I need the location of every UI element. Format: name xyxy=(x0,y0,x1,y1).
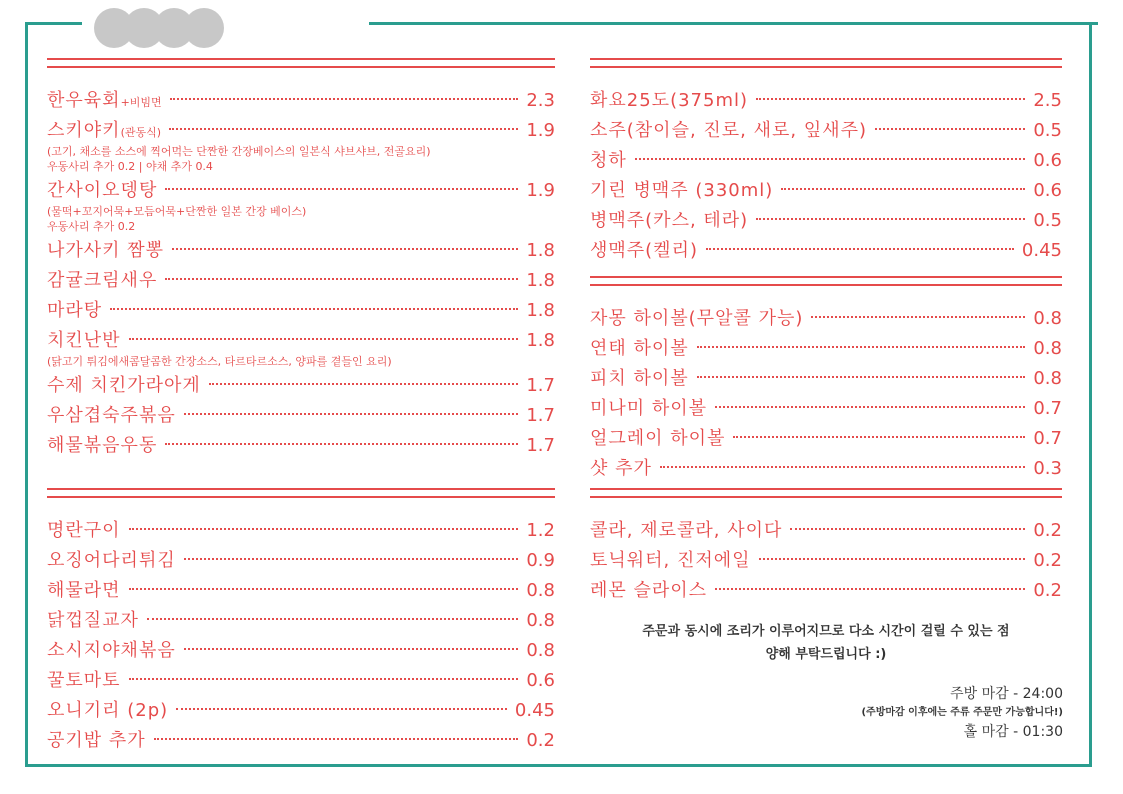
menu-item-name xyxy=(47,696,168,726)
logo-circles xyxy=(94,8,214,48)
menu-item-name xyxy=(590,236,698,266)
leader-dots xyxy=(147,618,518,620)
menu-item-name-text: 수제 치킨가라아게 xyxy=(47,375,201,396)
menu-item-name-text: 콜라, 제로콜라, 사이다 xyxy=(590,520,783,541)
menu-item-price: 0.45 xyxy=(514,700,555,721)
menu-item xyxy=(47,86,555,116)
menu-item-name xyxy=(590,86,748,116)
menu-item xyxy=(47,116,555,146)
menu-item xyxy=(590,516,1062,546)
menu-item-name xyxy=(47,86,162,118)
leader-dots xyxy=(756,218,1025,220)
kitchen-close-note: (주방마감 이후에는 주류 주문만 가능합니다!) xyxy=(861,707,1063,718)
leader-dots xyxy=(129,528,519,530)
menu-item-name-text: 해물볶음우동 xyxy=(47,435,158,456)
leader-dots xyxy=(165,443,518,445)
menu-item-price: 1.9 xyxy=(526,180,555,201)
menu-item-name xyxy=(590,364,689,394)
closing-hours xyxy=(861,682,1063,744)
leader-dots xyxy=(154,738,519,740)
section-divider xyxy=(590,488,1062,498)
menu-item xyxy=(590,454,1062,484)
menu-item-name xyxy=(590,394,707,424)
menu-item xyxy=(47,576,555,606)
leader-dots xyxy=(733,436,1025,438)
menu-item-name xyxy=(47,371,201,401)
menu-item xyxy=(47,546,555,576)
menu-item-name xyxy=(47,266,157,296)
menu-item-name-text: 얼그레이 하이볼 xyxy=(590,428,726,449)
menu-item-price: 0.5 xyxy=(1033,120,1062,141)
leader-dots xyxy=(875,128,1025,130)
notice-line-2: 양해 부탁드립니다 :) xyxy=(765,647,887,662)
leader-dots xyxy=(759,558,1026,560)
menu-item-name xyxy=(47,606,139,636)
menu-item-name xyxy=(47,546,176,576)
menu-item xyxy=(590,86,1062,116)
menu-item xyxy=(47,606,555,636)
menu-item-name xyxy=(47,296,102,326)
menu-item-price: 0.45 xyxy=(1021,240,1062,261)
menu-item xyxy=(47,266,555,296)
menu-item-price: 0.2 xyxy=(526,730,555,751)
leader-dots xyxy=(811,316,1025,318)
menu-item-name-text: 화요25도(375ml) xyxy=(590,90,749,111)
menu-item-name-text: 한우육회 xyxy=(47,90,121,111)
menu-item-price: 0.8 xyxy=(526,640,555,661)
leader-dots xyxy=(697,346,1026,348)
menu-item-name xyxy=(47,401,176,431)
menu-item-subtitle: +비빔면 xyxy=(120,96,162,109)
menu-item-price: 1.9 xyxy=(526,120,555,141)
menu-item-price: 0.2 xyxy=(1033,580,1062,601)
menu-item xyxy=(590,394,1062,424)
menu-item-note: (고기, 채소를 소스에 찍어먹는 단짠한 간장베이스의 일본식 샤브샤브, 전골요리) xyxy=(47,145,431,158)
leader-dots xyxy=(172,248,518,250)
menu-item-price: 1.8 xyxy=(526,270,555,291)
menu-item-name-text: 토닉워터, 진저에일 xyxy=(590,550,751,571)
menu-item-price: 0.8 xyxy=(1033,308,1062,329)
menu-item xyxy=(47,431,555,461)
leader-dots xyxy=(165,188,518,190)
menu-item-price: 0.6 xyxy=(1033,150,1062,171)
leader-dots xyxy=(169,128,518,130)
menu-item-name-text: 병맥주(카스, 테라) xyxy=(590,210,749,231)
menu-section-food xyxy=(47,58,555,461)
menu-item-price: 0.6 xyxy=(1033,180,1062,201)
menu-item-price: 0.8 xyxy=(526,610,555,631)
menu-item xyxy=(590,334,1062,364)
menu-item-name xyxy=(590,176,773,206)
menu-item-name xyxy=(590,334,689,364)
leader-dots xyxy=(110,308,518,310)
leader-dots xyxy=(129,678,519,680)
menu-item xyxy=(590,176,1062,206)
menu-item-name-text: 생맥주(켈리) xyxy=(590,240,698,261)
menu-item-name-text: 마라탕 xyxy=(47,300,103,321)
leader-dots xyxy=(129,338,519,340)
menu-item xyxy=(590,546,1062,576)
menu-item-name-text: 스키야키 xyxy=(47,120,121,141)
menu-item-name xyxy=(590,546,751,576)
menu-item-name xyxy=(47,326,121,356)
menu-item-name xyxy=(47,516,121,546)
menu-item xyxy=(47,371,555,401)
menu-item xyxy=(47,176,555,206)
leader-dots xyxy=(184,558,519,560)
hall-close: 홀 마감 - 01:30 xyxy=(963,724,1063,740)
menu-item-name xyxy=(47,236,164,266)
menu-item-note: 우동사리 추가 0.2 | 야채 추가 0.4 xyxy=(47,160,213,173)
menu-item-name xyxy=(590,116,867,146)
menu-item xyxy=(590,576,1062,606)
menu-item-name-text: 소주(참이슬, 진로, 새로, 잎새주) xyxy=(590,120,868,141)
section-divider xyxy=(590,276,1062,286)
menu-item-price: 0.2 xyxy=(1033,550,1062,571)
menu-item-name-text: 기린 병맥주 (330ml) xyxy=(590,180,774,201)
menu-item xyxy=(47,636,555,666)
menu-item xyxy=(47,726,555,756)
menu-item-name-text: 명란구이 xyxy=(47,520,121,541)
menu-item-price: 1.8 xyxy=(526,330,555,351)
menu-item-price: 1.7 xyxy=(526,405,555,426)
menu-item-name-text: 레몬 슬라이스 xyxy=(590,580,708,601)
notice-line-1: 주문과 동시에 조리가 이루어지므로 다소 시간이 걸릴 수 있는 점 xyxy=(642,624,1010,639)
leader-dots xyxy=(635,158,1026,160)
menu-section-alcohol xyxy=(590,58,1062,266)
menu-item xyxy=(590,116,1062,146)
menu-item-price: 0.8 xyxy=(1033,338,1062,359)
menu-item-price: 0.2 xyxy=(1033,520,1062,541)
menu-item-price: 0.7 xyxy=(1033,398,1062,419)
leader-dots xyxy=(706,248,1014,250)
menu-item-name-text: 공기밥 추가 xyxy=(47,730,146,751)
menu-item-name-text: 미나미 하이볼 xyxy=(590,398,708,419)
menu-section-sides xyxy=(47,488,555,756)
menu-item xyxy=(47,401,555,431)
menu-item-note: (물떡+꼬지어묵+모듬어묵+단짠한 일본 간장 베이스) xyxy=(47,205,307,218)
menu-item xyxy=(47,296,555,326)
menu-item-note: (닭고기 튀김에새콤달콤한 간장소스, 타르타르소스, 양파를 곁들인 요리) xyxy=(47,355,392,368)
leader-dots xyxy=(756,98,1025,100)
leader-dots xyxy=(781,188,1025,190)
menu-item xyxy=(590,146,1062,176)
menu-item-name xyxy=(590,576,707,606)
menu-item-note: 우동사리 추가 0.2 xyxy=(47,220,136,233)
menu-item-subtitle: (관동식) xyxy=(120,126,162,139)
menu-item xyxy=(47,326,555,356)
menu-item xyxy=(47,666,555,696)
menu-item-name xyxy=(47,576,121,606)
menu-item-price: 0.7 xyxy=(1033,428,1062,449)
menu-item-name xyxy=(47,666,121,696)
menu-item-name-text: 오니기리 (2p) xyxy=(47,700,169,721)
menu-item-name xyxy=(590,206,748,236)
menu-item xyxy=(590,236,1062,266)
section-divider xyxy=(590,58,1062,68)
menu-item-price: 1.7 xyxy=(526,375,555,396)
menu-item-name-text: 오징어다리튀김 xyxy=(47,550,176,571)
menu-section-highball xyxy=(590,276,1062,484)
menu-item-name-text: 연태 하이볼 xyxy=(590,338,689,359)
menu-item-name xyxy=(590,146,627,176)
menu-section-softdrinks xyxy=(590,488,1062,606)
menu-item xyxy=(47,516,555,546)
menu-item-price: 0.9 xyxy=(526,550,555,571)
menu-item xyxy=(47,696,555,726)
menu-item-price: 2.5 xyxy=(1033,90,1062,111)
menu-item-price: 0.8 xyxy=(526,580,555,601)
menu-item-name xyxy=(47,176,157,206)
menu-item-name-text: 감귤크림새우 xyxy=(47,270,158,291)
menu-item-name xyxy=(590,304,803,334)
leader-dots xyxy=(660,466,1025,468)
menu-item-name xyxy=(590,424,725,454)
kitchen-close: 주방 마감 - 24:00 xyxy=(950,686,1063,702)
leader-dots xyxy=(697,376,1026,378)
menu-item-price: 0.3 xyxy=(1033,458,1062,479)
leader-dots xyxy=(129,588,519,590)
menu-item xyxy=(47,236,555,266)
menu-item-price: 1.8 xyxy=(526,240,555,261)
menu-item-price: 1.7 xyxy=(526,435,555,456)
section-divider xyxy=(47,58,555,68)
menu-item xyxy=(590,206,1062,236)
menu-item-name xyxy=(590,454,652,484)
menu-item-name xyxy=(47,636,176,666)
menu-item-name-text: 해물라면 xyxy=(47,580,121,601)
leader-dots xyxy=(184,413,519,415)
menu-item-price: 0.6 xyxy=(526,670,555,691)
order-notice xyxy=(590,620,1062,666)
menu-item xyxy=(590,364,1062,394)
leader-dots xyxy=(184,648,519,650)
leader-dots xyxy=(165,278,518,280)
leader-dots xyxy=(790,528,1025,530)
menu-item-name-text: 꿀토마토 xyxy=(47,670,121,691)
menu-item-name-text: 청하 xyxy=(590,150,627,171)
menu-item-price: 1.2 xyxy=(526,520,555,541)
menu-item-name-text: 간사이오뎅탕 xyxy=(47,180,158,201)
menu-item-name xyxy=(47,726,146,756)
menu-item-price: 0.5 xyxy=(1033,210,1062,231)
menu-item-name xyxy=(590,516,782,546)
section-divider xyxy=(47,488,555,498)
menu-item-name-text: 우삼겹숙주볶음 xyxy=(47,405,176,426)
menu-item-price: 2.3 xyxy=(526,90,555,111)
leader-dots xyxy=(209,383,519,385)
leader-dots xyxy=(176,708,507,710)
leader-dots xyxy=(170,98,519,100)
menu-item-price: 1.8 xyxy=(526,300,555,321)
leader-dots xyxy=(715,588,1025,590)
menu-item-name-text: 나가사키 짬뽕 xyxy=(47,240,165,261)
menu-item-price: 0.8 xyxy=(1033,368,1062,389)
menu-item-name-text: 피치 하이볼 xyxy=(590,368,689,389)
menu-item-name xyxy=(47,431,157,461)
menu-item-name-text: 샷 추가 xyxy=(590,458,652,479)
menu-item-name-text: 소시지야채볶음 xyxy=(47,640,176,661)
leader-dots xyxy=(715,406,1025,408)
menu-item-name-text: 자몽 하이볼(무알콜 가능) xyxy=(590,308,804,329)
menu-item xyxy=(590,304,1062,334)
menu-item xyxy=(590,424,1062,454)
menu-item-name-text: 닭껍질교자 xyxy=(47,610,139,631)
menu-item-name-text: 치킨난반 xyxy=(47,330,121,351)
